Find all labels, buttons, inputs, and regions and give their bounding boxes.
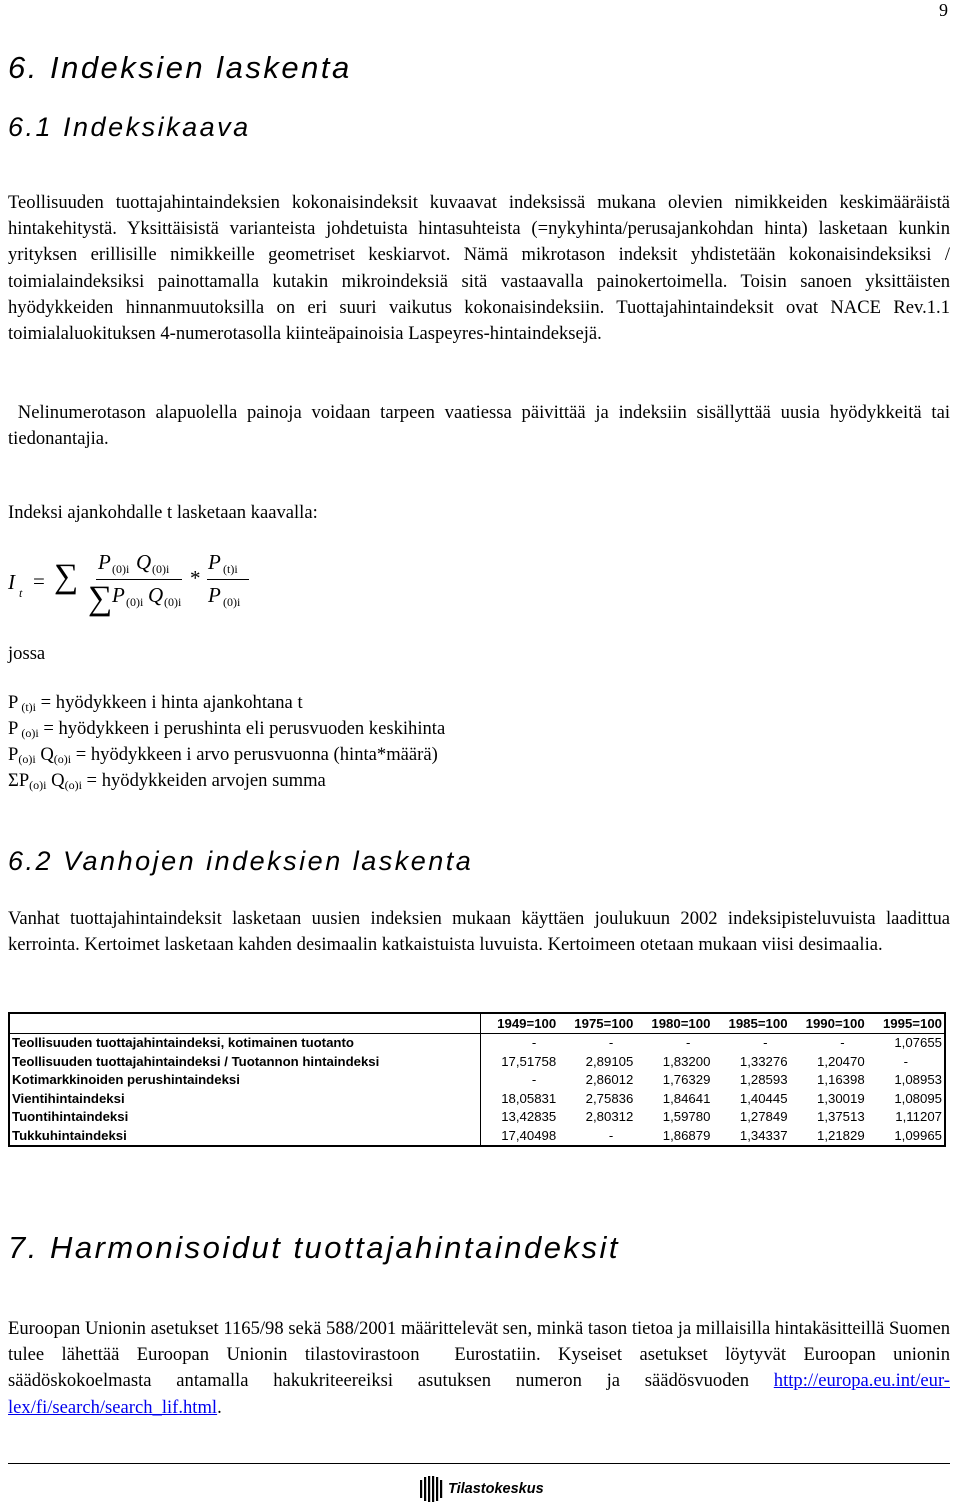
table-cell: 1,40445: [739, 1090, 788, 1106]
table-row-label: Tukkuhintaindeksi: [9, 1126, 481, 1146]
table-cell: 1,16398: [816, 1072, 865, 1088]
formula-I: I: [8, 570, 15, 594]
table-row: [9, 1108, 945, 1127]
table-column-header: 1949=100: [481, 1013, 559, 1033]
table-cell: 2,80312: [585, 1109, 634, 1125]
table-column-header: 1990=100: [790, 1013, 867, 1033]
table-cell: 1,08953: [894, 1072, 942, 1088]
paragraph-harmonised: Euroopan Unionin asetukset 1165/98 sekä 588/2001 määrittelevät sen, minkä tason tietoa ja millaisilla hintakäsitteillä Suomen tulee lähettää Euroopan Unionin tilastovirastoon Eurostatiin. Kyseiset asetukset löytyvät Euroopan unionin säädöskokoelmasta antamalla hakukriteereiksi asutuksen numeron ja säädösvuoden http://europa.eu.int/eur-lex/fi/search/search_lif.html.: [8, 1318, 955, 1418]
table-cell: 1,86879: [662, 1127, 711, 1143]
section-6-2-heading: 6.2 Vanhojen indeksien laskenta: [8, 846, 474, 876]
table-row-label: Tuontihintaindeksi: [9, 1108, 481, 1127]
table-cell: -: [608, 1127, 614, 1143]
table-row-label: Teollisuuden tuottajahintaindeksi, kotimainen tuotanto: [9, 1033, 481, 1052]
table-column-header: 1995=100: [867, 1013, 945, 1033]
table-cell: 1,11207: [895, 1109, 942, 1125]
table-cell: 1,07655: [894, 1035, 942, 1051]
table-cell: -: [763, 1035, 768, 1051]
formula-equals: =: [33, 569, 45, 593]
table-cell: 2,75836: [585, 1090, 634, 1106]
table-cell: 1,20470: [816, 1053, 865, 1069]
tilastokeskus-logo-text: Tilastokeskus: [448, 1481, 544, 1497]
table-cell: 1,59780: [662, 1109, 711, 1125]
table-cell: 17,51758: [501, 1053, 557, 1069]
definition-pq-o-i: $P_{(o)i}$ $Q_{(o)i}$ = hyödykkeen i arvo perusvuonna (hinta*määrä): [8, 744, 438, 766]
table-cell: 2,86012: [585, 1072, 634, 1088]
table-cell: 1,33276: [739, 1053, 788, 1069]
table-cell: 1,83200: [662, 1053, 711, 1069]
table-cell: 1,30019: [816, 1090, 865, 1106]
table-cell: 1,08095: [894, 1090, 942, 1106]
table-cell: 17,40498: [501, 1127, 557, 1143]
table-column-header: 1980=100: [635, 1013, 712, 1033]
index-formula: I t = ∑ P (0)i Q (0)i ∑ P (0)i Q (0)i * P (t)i P (0)i: [8, 548, 268, 623]
definition-sum-pq: $\Sigma P_{(o)i}$ $Q_{(o)i}$ = hyödykkeiden arvojen summa: [8, 770, 326, 792]
section-7-heading: 7. Harmonisoidut tuottajahintaindeksit: [8, 1230, 620, 1265]
footer-divider: [8, 1463, 950, 1464]
table-row: [9, 1126, 945, 1146]
table-cell: -: [531, 1072, 537, 1088]
table-column-header: 1975=100: [558, 1013, 635, 1033]
table-column-header: 1985=100: [712, 1013, 789, 1033]
table-cell: 1,27849: [739, 1109, 788, 1125]
table-cell: 1,09965: [894, 1127, 942, 1143]
table-row: [9, 1071, 945, 1090]
table-row-label: Kotimarkkinoiden perushintaindeksi: [9, 1071, 481, 1090]
table-cell: 1,21829: [816, 1127, 865, 1143]
table-cell: 1,28593: [739, 1072, 788, 1088]
formula-multiply: *: [190, 566, 201, 590]
formula-sigma: ∑: [54, 558, 79, 595]
table-cell: 18,05831: [501, 1090, 557, 1106]
table-header-row: [9, 1013, 945, 1033]
table-cell: -: [531, 1035, 537, 1051]
section-6-heading: 6. Indeksien laskenta: [8, 50, 352, 85]
definition-p-t-i: P $_{(t)i}$ = hyödykkeen i hinta ajankohtana t: [8, 692, 303, 714]
table-cell: 1,37513: [816, 1109, 865, 1125]
eur-lex-link[interactable]: http://europa.eu.int/eur-lex/fi/search/search_lif.html: [8, 1370, 950, 1418]
table-row: [9, 1033, 945, 1052]
formula-t: t: [19, 586, 23, 600]
table-cell: -: [903, 1053, 908, 1069]
table-header-empty: [9, 1013, 481, 1033]
table-cell: 1,84641: [662, 1090, 711, 1106]
table-row-label: Teollisuuden tuottajahintaindeksi / Tuotannon hintaindeksi: [9, 1052, 481, 1071]
table-cell: 2,89105: [585, 1053, 634, 1069]
formula-intro-text: Indeksi ajankohdalle t lasketaan kaavalla:: [8, 502, 318, 523]
paragraph-old-indices: Vanhat tuottajahintaindeksit lasketaan uusien indeksien mukaan käyttäen joulukuun 2002 indeksipisteluvuista laadittua kerrointa. Kertoimet lasketaan kahden desimaalin katkaistuista luvuista. Kertoimeen otetaan mukaan viisi desimaalia.: [8, 908, 950, 956]
table-row-label: Vientihintaindeksi: [9, 1089, 481, 1108]
paragraph-weights-update: Nelinumerotason alapuolella painoja voidaan tarpeen vaatiessa päivittää ja indeksiin sisällyttää uusia hyödykkeitä tai tiedonantajia.: [8, 402, 955, 450]
jossa-label: jossa: [8, 643, 46, 664]
table-cell: 13,42835: [501, 1109, 557, 1125]
table-cell: 1,34337: [739, 1127, 788, 1143]
definition-p-o-i: P $_{(o)i}$ = hyödykkeen i perushinta eli perusvuoden keskihinta: [8, 718, 446, 740]
table-row: [9, 1052, 945, 1071]
table-cell: -: [686, 1035, 691, 1051]
tilastokeskus-logo-icon: [418, 1476, 444, 1502]
table-cell: -: [840, 1035, 845, 1051]
section-6-1-heading: 6.1 Indeksikaava: [8, 112, 251, 142]
table-cell: 1,76329: [662, 1072, 711, 1088]
paragraph-index-formula-intro: Teollisuuden tuottajahintaindeksien kokonaisindeksit kuvaavat indeksissä mukana olevien nimikkeiden keskimääräistä hintakehitystä. Yksittäisistä varianteista johdetuista hintasuhteista (=nykyhinta/perusajankohdan hinta) lasketaan kunkin yrityksen erillisille nimikkeille geometriset keskiarvot. Nämä mikrotason indeksit yhdistetään kokonaisindeksiksi / toimialaindeksiksi painottamalla kutakin mikroindeksiä sitä vastaavalla painokertoimella. Toisin sanoen yksittäisten hyödykkeiden hinnanmuutoksilla on eri suuri vaikutus kokonaisindeksiin. Tuottajahintaindeksit ovat NACE Rev.1.1 toimialaluokituksen 4-numerotasolla kiinteäpainoisia Laspeyres-hintaindeksejä.: [8, 192, 950, 345]
conversion-coefficients-table: [8, 1012, 946, 1147]
tilastokeskus-logo: [418, 1475, 544, 1503]
table-cell: -: [608, 1035, 614, 1051]
page-number: 9: [939, 0, 948, 20]
table-row: [9, 1089, 945, 1108]
